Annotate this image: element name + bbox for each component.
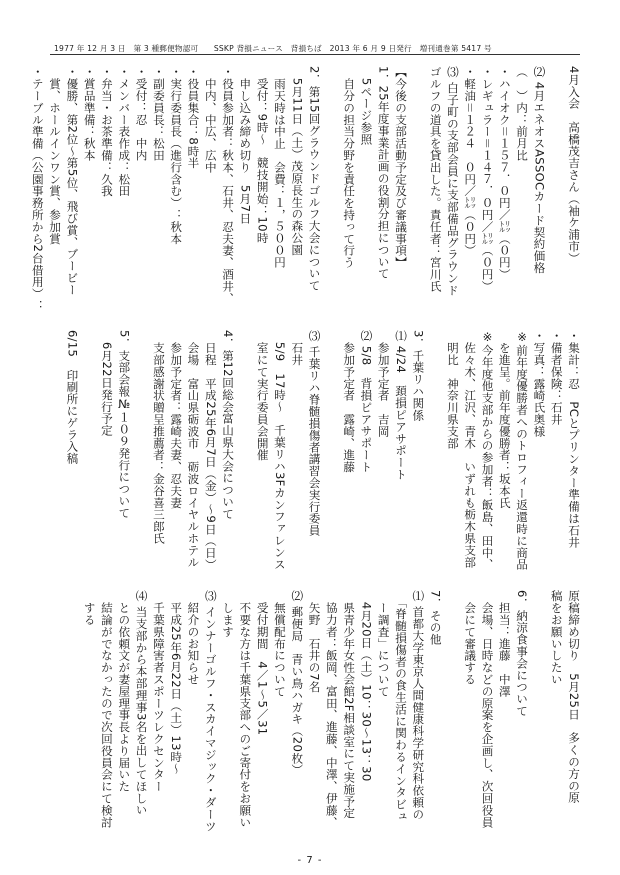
blank-line [80,330,97,582]
blank-line [426,330,443,582]
text-line: 2．第15回グラウンドゴルフ大会について [307,66,322,292]
text-line: 自分の担当分野を責任を持って行う [342,66,357,269]
text-line: ・役員参加者：秋本、石井、忍夫妻、酒井、 [221,66,236,304]
text-line: 5ページ参照 [359,66,374,146]
text-line: 矢野 石井の7名 [307,590,322,693]
text-line: 「脊髄損傷者の食生活に関わるインタビュ [394,590,409,823]
page-header: 1977 年 12 月 3 日 第 3 種郵便物認可 SSKP 背損ニュース 背損ちば 2013 年 6 月 9 日発行 増刊通巻第 5417 号 [54,44,492,53]
text-line: 県青少年女性会館2F相談室にて実施予定 [342,590,357,819]
text-line: 協力者：飯岡、富田、進藤、中澤、伊藤、 [324,590,339,828]
text-line: 石井 [290,330,305,366]
blank-line [444,590,461,848]
text-line: 参加予定者 吉岡 [376,330,391,438]
blank-line [323,66,340,318]
text-line: ⑶ 白子町の支部会員に支部備品グラウンド [445,66,460,297]
text-line: 参加予定者：露崎夫妻、忍夫妻 [169,330,184,509]
blank-line [530,590,547,848]
text-line: との依頼文が妻屋理事長より届いた [117,590,132,793]
text-line: 会にて審議する [463,590,478,686]
text-band-top [30,66,582,318]
text-line: 室にて実行委員会開催 [255,330,270,461]
text-line: 1．25年度事業計画の役割分担について [376,66,391,280]
text-line: 6月22日発行予定 [99,330,114,437]
blank-line [236,330,253,582]
text-line: 5月11日（土）茂原長生の森公園 [290,66,305,256]
text-line: ・ハイオク＝１５７．０円／㍑（０円） [497,66,512,281]
text-line: 中内、中広、広中 [203,66,218,174]
text-line: ゴルフの道具を貸出した。責任者：宮川氏 [428,66,443,293]
text-line: 受付期間 4／1～5／31 [255,590,270,736]
text-line: する [82,590,97,626]
text-line: 会場 富山県砺波市 砺波ロイヤルホテル [186,330,201,568]
text-line: を進呈。前年度優勝者：坂本氏 [497,330,512,509]
text-band-bottom [40,590,582,848]
text-line: 会場、日時などの原案を企画し、次回役員 [480,590,495,828]
text-line: 千葉県障害者スポーツレクセンター [151,590,166,793]
text-line: 受付：9時～ 競技開始：10時 [255,66,270,244]
text-line: 無償配布について [272,590,287,698]
blank-line [409,66,426,318]
text-line: 稿をお願いしたい [549,590,564,686]
text-line: ・弁当・お茶準備：久我 [99,66,114,197]
text-line: ⑶ インナーゴルフ・スカイマジック・ダーツ [203,590,218,832]
text-line: ⑵ 4月エネオスASSOCカード契約価格 [532,66,547,274]
text-line: 6．納涼食事会について [515,590,530,717]
blank-line [547,66,564,318]
text-line: ・軽油＝１２４ ０円／㍑（０円） [463,66,478,257]
text-band-middle [40,330,582,582]
text-line: 結論がでなかったので次回役員会にて検討 [99,590,114,828]
text-line: ・テーブル準備（公園事務所から2台借用）： [30,66,45,312]
text-line: 申し込み締め切り 5月7日 [238,66,253,225]
text-line: ・備者保険：石井 [549,330,564,426]
text-line: ・集計：忍 PCとプリンター準備は石井 [567,330,581,548]
text-line: ⑵ 郵便局 青い鳥ハガキ（20枚） [290,590,305,776]
text-line: 5/9 17時～ 千葉リハ3Fカンファレンス [272,330,287,570]
text-line: 4月入会 高橋茂吉さん（袖ケ浦市） [567,66,581,265]
text-line: 【今後の支部活動予定及び審議事項】 [394,66,409,269]
text-line: 日程 平成25年6月7日（金）～9日（日） [203,330,218,571]
text-line: （ ）内：前月比 [515,66,530,162]
header-divider [50,54,580,55]
text-line: ・写真：露崎氏奥様 [532,330,547,438]
text-line: 5．支部会報№１０９発行について [117,330,132,519]
text-line: 雨天時は中止 会費：１，５００円 [272,66,287,269]
text-line: ⑷ 当支部から本部理事3名を出してほしい [134,590,149,816]
text-line: 不要な方は千葉県支部へのご寄付をお願い [238,590,253,828]
blank-line [323,330,340,582]
text-line: ⑴ 4/24 頚損ピアサポート [394,330,409,481]
text-line: 支部感謝状贈呈推薦者：金谷喜三郎氏 [151,330,166,545]
text-line: 佐々木、江沢、青木 いずれも栃木県支部 [463,330,478,568]
text-line: ・レギュラー＝１４７．０円／㍑（０円） [480,66,495,293]
page-number: - 7 - [297,855,323,866]
text-line: 4月20日（土）10：30～13：30 [359,590,374,782]
text-line: ー調査」について [376,590,391,698]
text-line: ・優勝、第2位～第5位、飛び賞、ブービー [65,66,80,296]
text-line: 6/15 印刷所にゲラ入稿 [65,330,80,465]
text-line: します [221,590,236,638]
text-line: ・実行委員長（進行含む）：秋本 [169,66,184,245]
text-line: 賞、ホールインワン賞、参加賞 [48,66,63,245]
text-line: ・メンバー表作成：松田 [117,66,132,197]
text-line: ・賞品準備：秋本 [82,66,97,162]
blank-line [132,330,149,582]
text-line: ・受付：忍 中内 [134,66,149,162]
text-line: 原稿締め切り 5月25日 多くの方の原 [567,590,581,804]
text-line: ※前年度優勝者へのトロフィー返還時に商品 [515,330,530,571]
text-line: ⑴ 首都大学東京人間健康科学研究科依頼の [411,590,426,821]
text-line: 3．千葉リハ関係 [411,330,426,421]
text-line: 紹介のお知らせ [186,590,201,686]
text-line: ・役員集合：8時半 [186,66,201,169]
text-line: ⑵ 5/8 背損ピアサポート [359,330,374,473]
text-line: ・副委員長：松田 [151,66,166,162]
text-line: 4．第12回総会富山県大会について [221,330,236,520]
text-line: 参加予定者 露崎、進藤 [342,330,357,473]
text-line: ※今年度他支部からの参加者：飯島、田中、 [480,330,495,571]
text-line: 明比 神奈川県支部 [445,330,460,449]
text-line: ⑶ 千葉リハ脊髄損傷者講習会実行委員 [307,330,322,537]
text-line: 7．その他 [428,590,443,646]
text-line: 担当：進藤 中澤 [497,590,512,698]
text-line: 平成25年6月22日（土）13時～ [169,590,184,775]
